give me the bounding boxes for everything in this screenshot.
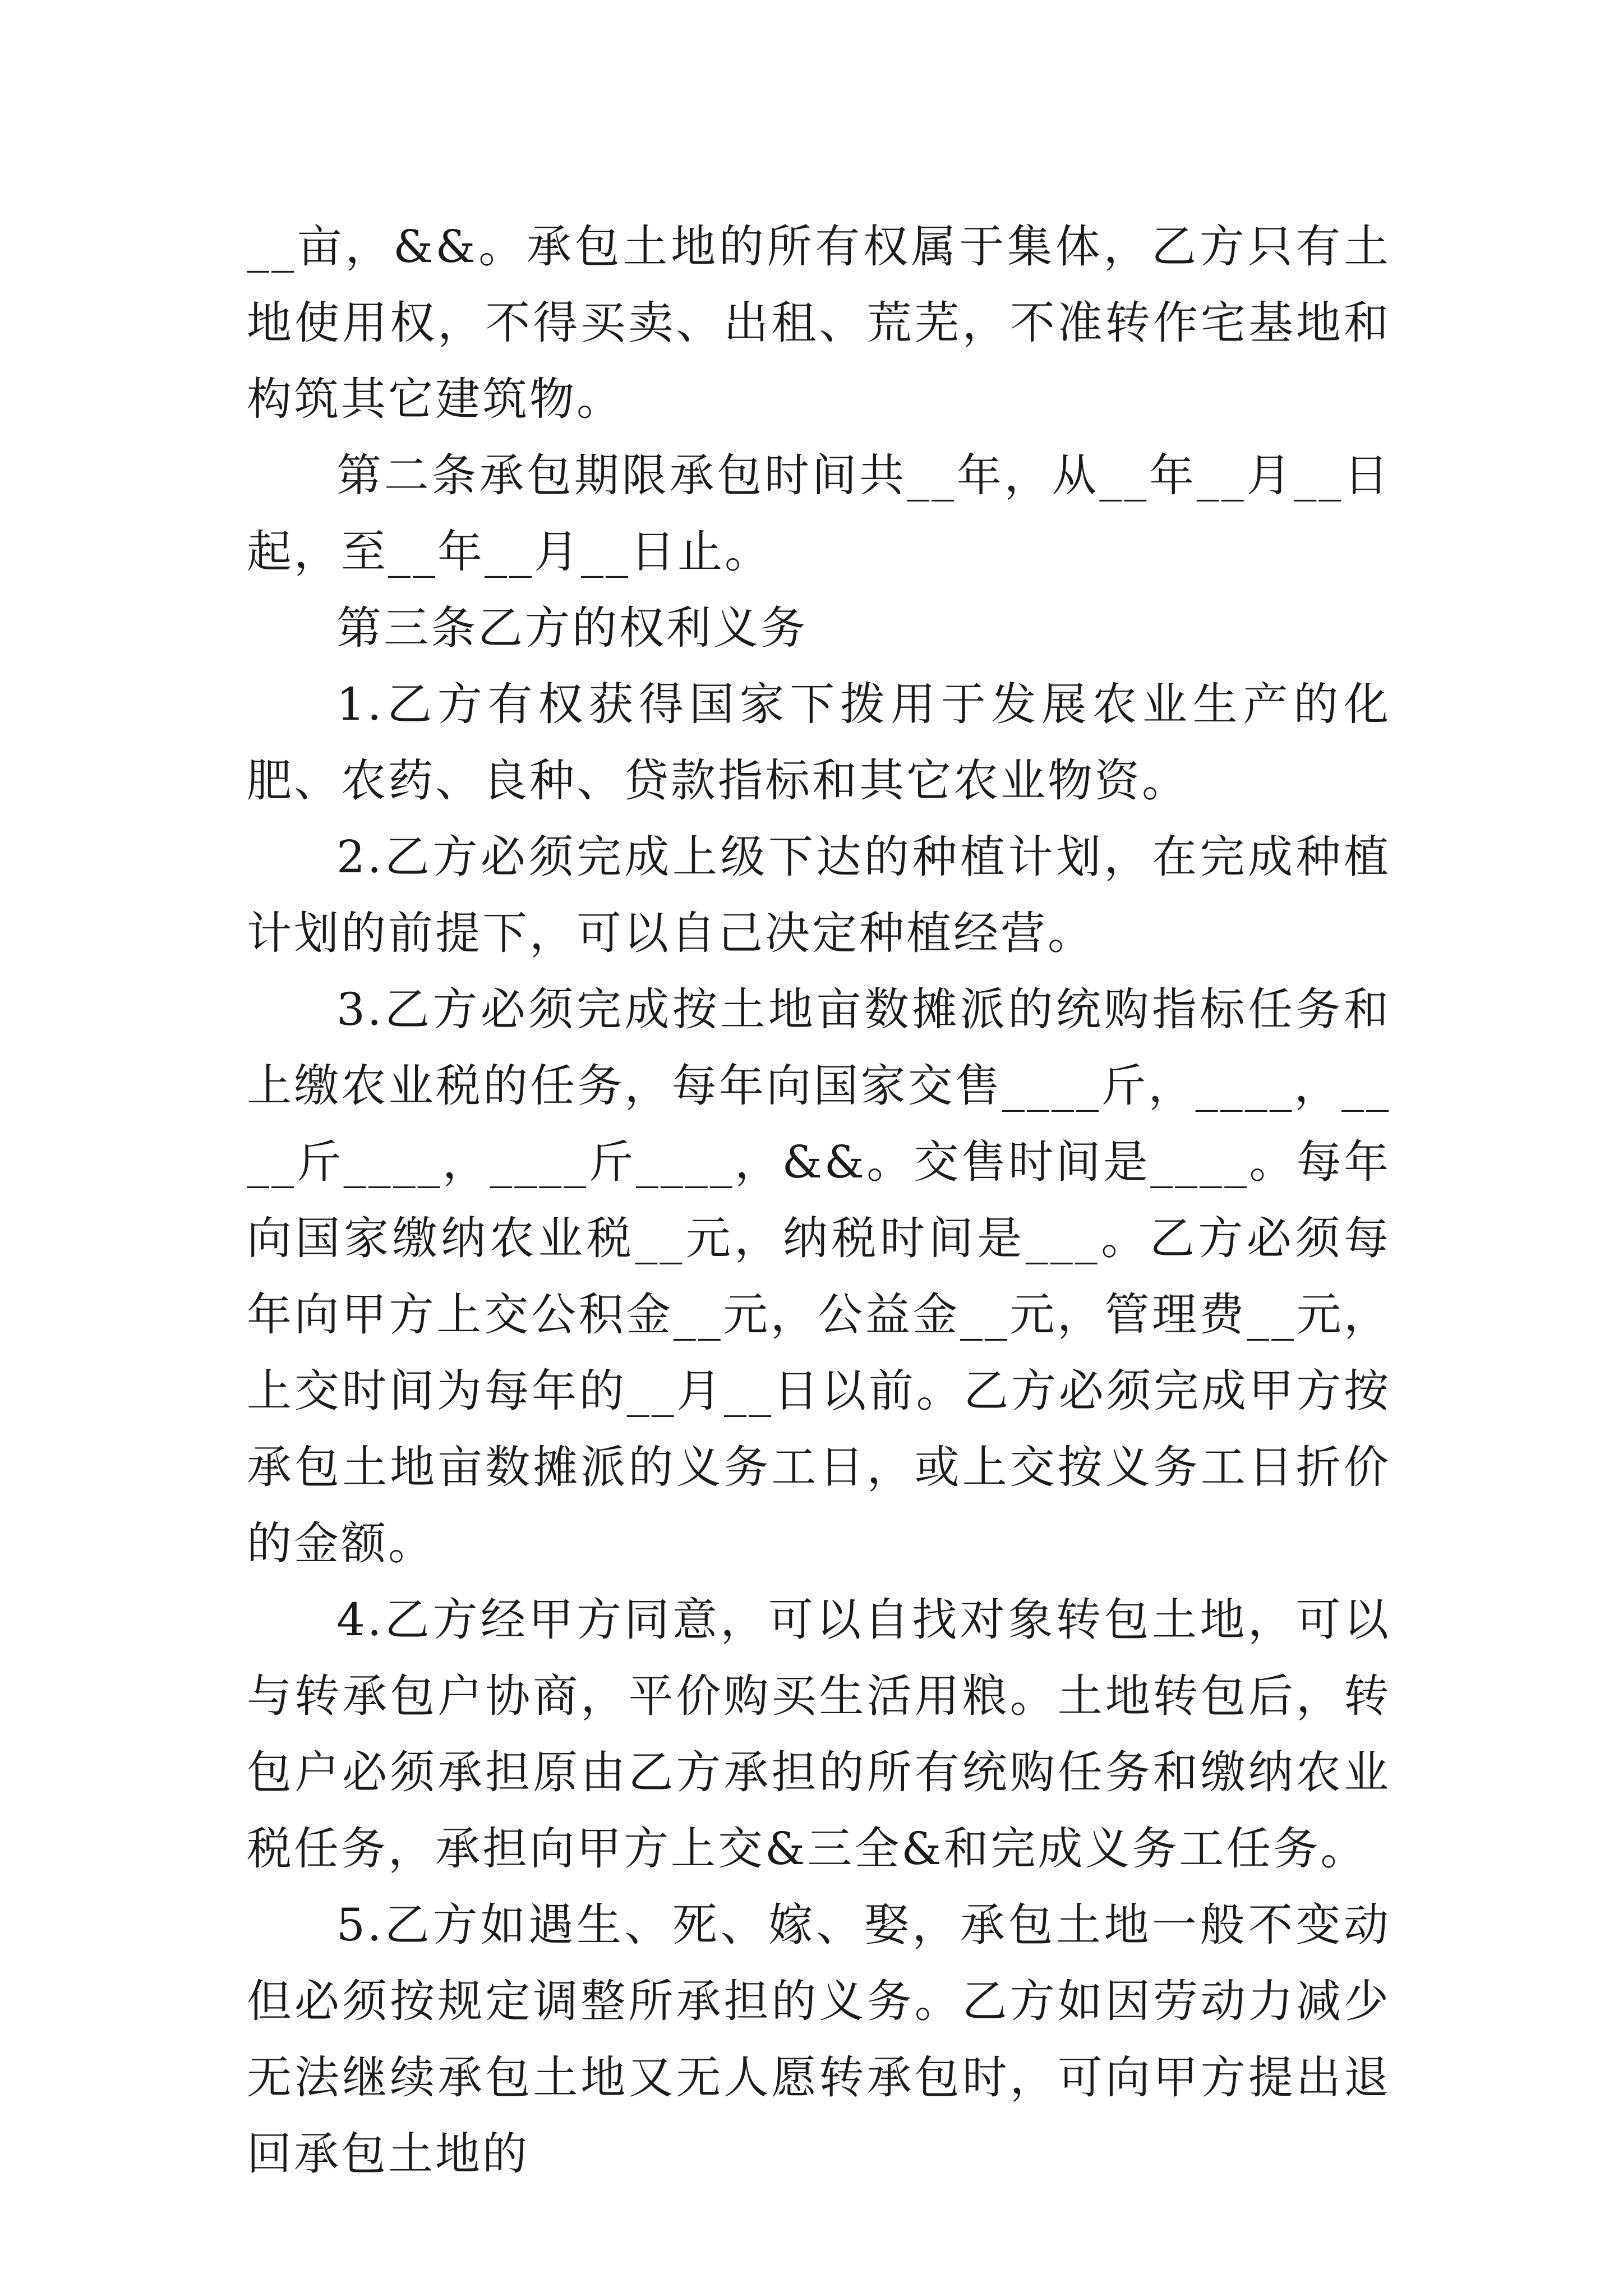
paragraph-item-1: 1.乙方有权获得国家下拨用于发展农业生产的化肥、农药、良种、贷款指标和其它农业物资。 — [247, 678, 1391, 807]
paragraph-item-3: 3.乙方必须完成按土地亩数摊派的统购指标任务和上缴农业税的任务，每年向国家交售____斤，____，____斤____，____斤____，&&。交售时间是____。每年向国家缴纳农业税__元，纳税时间是___。乙方必须每年向甲方上交公积金__元，公益金__元，管理费__元，上交时间为每年的__月__日以前。乙方必须完成甲方按承包土地亩数摊派的义务工日，或上交按义务工日折价的金额。 — [247, 983, 1391, 1570]
paragraph-item-4: 4.乙方经甲方同意，可以自找对象转包土地，可以与转承包户协商，平价购买生活用粮。土地转包后，转包户必须承担原由乙方承担的所有统购任务和缴纳农业税任务，承担向甲方上交&三全&和完成义务工任务。 — [247, 1594, 1391, 1875]
paragraph-article-3-heading: 第三条乙方的权利义务 — [336, 602, 808, 654]
paragraph-land-ownership: __亩，&&。承包土地的所有权属于集体，乙方只有土地使用权，不得买卖、出租、荒芜，不准转作宅基地和构筑其它建筑物。 — [247, 220, 1391, 425]
paragraph-article-2-term: 第二条承包期限承包时间共__年，从__年__月__日起，至__年__月__日止。 — [247, 449, 1391, 578]
document-body — [247, 209, 1391, 2192]
paragraph-item-5: 5.乙方如遇生、死、嫁、娶，承包土地一般不变动但必须按规定调整所承担的义务。乙方如因劳动力减少无法继续承包土地又无人愿转承包时，可向甲方提出退回承包土地的 — [247, 1899, 1391, 2180]
paragraph-item-2: 2.乙方必须完成上级下达的种植计划，在完成种植计划的前提下，可以自己决定种植经营。 — [247, 831, 1391, 959]
